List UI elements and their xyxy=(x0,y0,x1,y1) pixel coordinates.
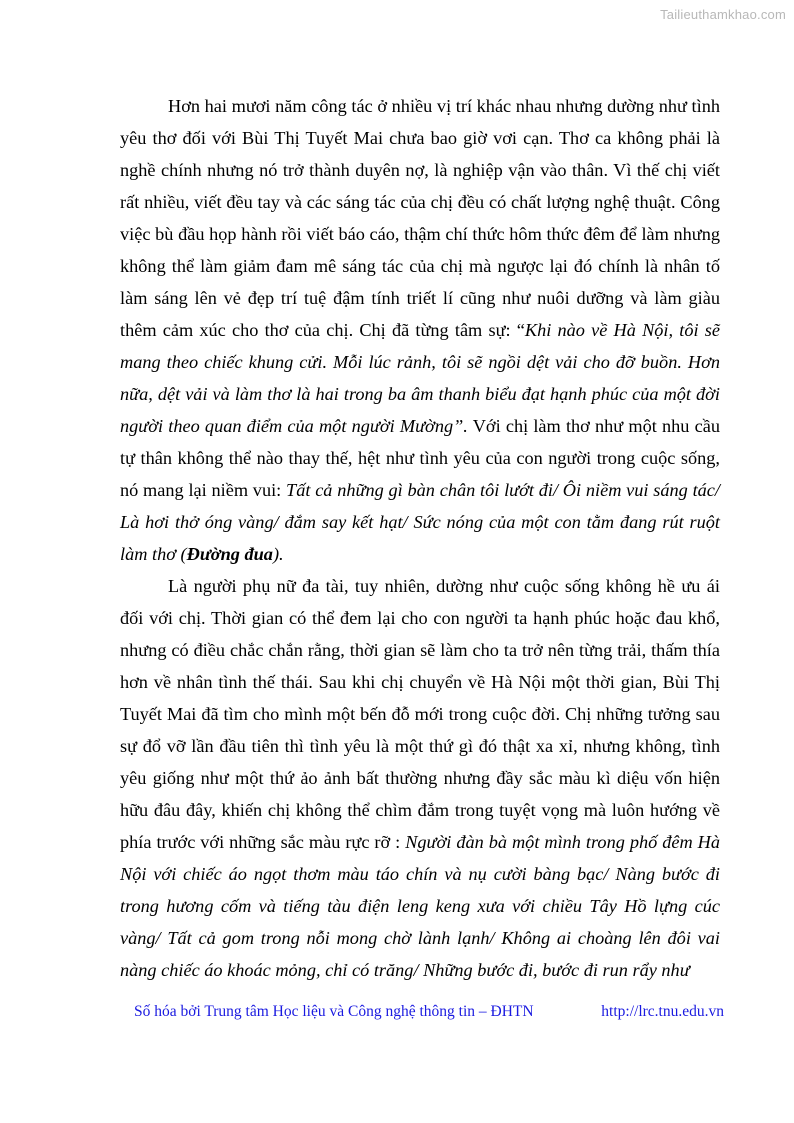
paragraph-1-text-cont: Với chị làm thơ như một nhu cầu tự thân không thể nào thay thế, hệt như tình yêu của con người trong cuộc sống, nó mang lại niềm vui: xyxy=(120,416,720,500)
paragraph-2-text: Là người phụ nữ đa tài, tuy nhiên, dường như cuộc sống không hề ưu ái đối với chị. Thời gian có thể đem lại cho con người ta hạnh phúc hoặc đau khổ, nhưng có điều chắc chắn rằng, thời gian sẽ làm cho ta trở nên từng trải, thấm thía hơn về nhân tình thế thái. Sau khi chị chuyển về Hà Nội một thời gian, Bùi Thị Tuyết Mai đã tìm cho mình một bến đỗ mới trong cuộc đời. Chị những tưởng sau sự đổ vỡ lần đầu tiên thì tình yêu là một thứ gì đó thật xa xỉ, nhưng không, tình yêu giống như một thứ ảo ảnh bất thường nhưng đầy sắc màu kì diệu vốn hiện hữu đâu đây, khiến chị không thể chìm đắm trong tuyệt vọng mà luôn hướng về phía trước với những sắc màu rực rỡ : xyxy=(120,576,720,852)
poem-excerpt-nguoi-dan-ba: Người đàn bà một mình trong phố đêm Hà Nội với chiếc áo ngọt thơm màu táo chín và nụ cười bàng bạc/ Nàng bước đi trong hương cốm và tiếng tàu điện leng keng xưa với chiều Tây Hồ lựng cúc vàng/ Tất cả gom trong nỗi mong chờ lành lạnh/ Không ai choàng lên đôi vai nàng chiếc áo khoác mỏng, chỉ có trăng/ Những bước đi, bước đi run rẩy như xyxy=(120,832,720,980)
paragraph-2 xyxy=(120,570,720,986)
footer-source: Số hóa bởi Trung tâm Học liệu và Công nghệ thông tin – ĐHTN xyxy=(134,1003,534,1020)
poem-title-duong-dua: Đường đua xyxy=(186,544,273,564)
page-footer xyxy=(134,1003,724,1025)
poem-excerpt-duong-dua: Tất cả những gì bàn chân tôi lướt đi/ Ôi niềm vui sáng tác/ Là hơi thở óng vàng/ đắm say kết hạt/ Sức nóng của một con tằm đang rút ruột làm thơ ( xyxy=(120,480,720,564)
footer-link[interactable]: http://lrc.tnu.edu.vn xyxy=(601,1003,724,1020)
poem-excerpt-close: ). xyxy=(272,544,284,564)
watermark-text: Tailieuthamkhao.com xyxy=(660,7,786,22)
quote-khung-cui: Khi nào về Hà Nội, tôi sẽ mang theo chiếc khung cửi. Mỗi lúc rảnh, tôi sẽ ngồi dệt vải cho đỡ buồn. Hơn nữa, dệt vải và làm thơ là hai trong ba âm thanh biểu đạt hạnh phúc của một đời người theo quan điểm của một người Mường”. xyxy=(120,320,720,436)
document-body xyxy=(120,90,720,986)
paragraph-1-text: Hơn hai mươi năm công tác ở nhiều vị trí khác nhau nhưng dường như tình yêu thơ đối với Bùi Thị Tuyết Mai chưa bao giờ vơi cạn. Thơ ca không phải là nghề chính nhưng nó trở thành duyên nợ, là nghiệp vận vào thân. Vì thế chị viết rất nhiều, viết đều tay và các sáng tác của chị đều có chất lượng nghệ thuật. Công việc bù đầu họp hành rồi viết báo cáo, thậm chí thức hôm thức đêm để làm nhưng không thể làm giảm đam mê sáng tác của chị mà ngược lại đó chính là nhân tố làm sáng lên vẻ đẹp trí tuệ đậm tính triết lí cũng như nuôi dưỡng và làm giàu thêm cảm xúc cho thơ của chị. Chị đã từng tâm sự: “ xyxy=(120,96,720,340)
paragraph-1 xyxy=(120,90,720,570)
